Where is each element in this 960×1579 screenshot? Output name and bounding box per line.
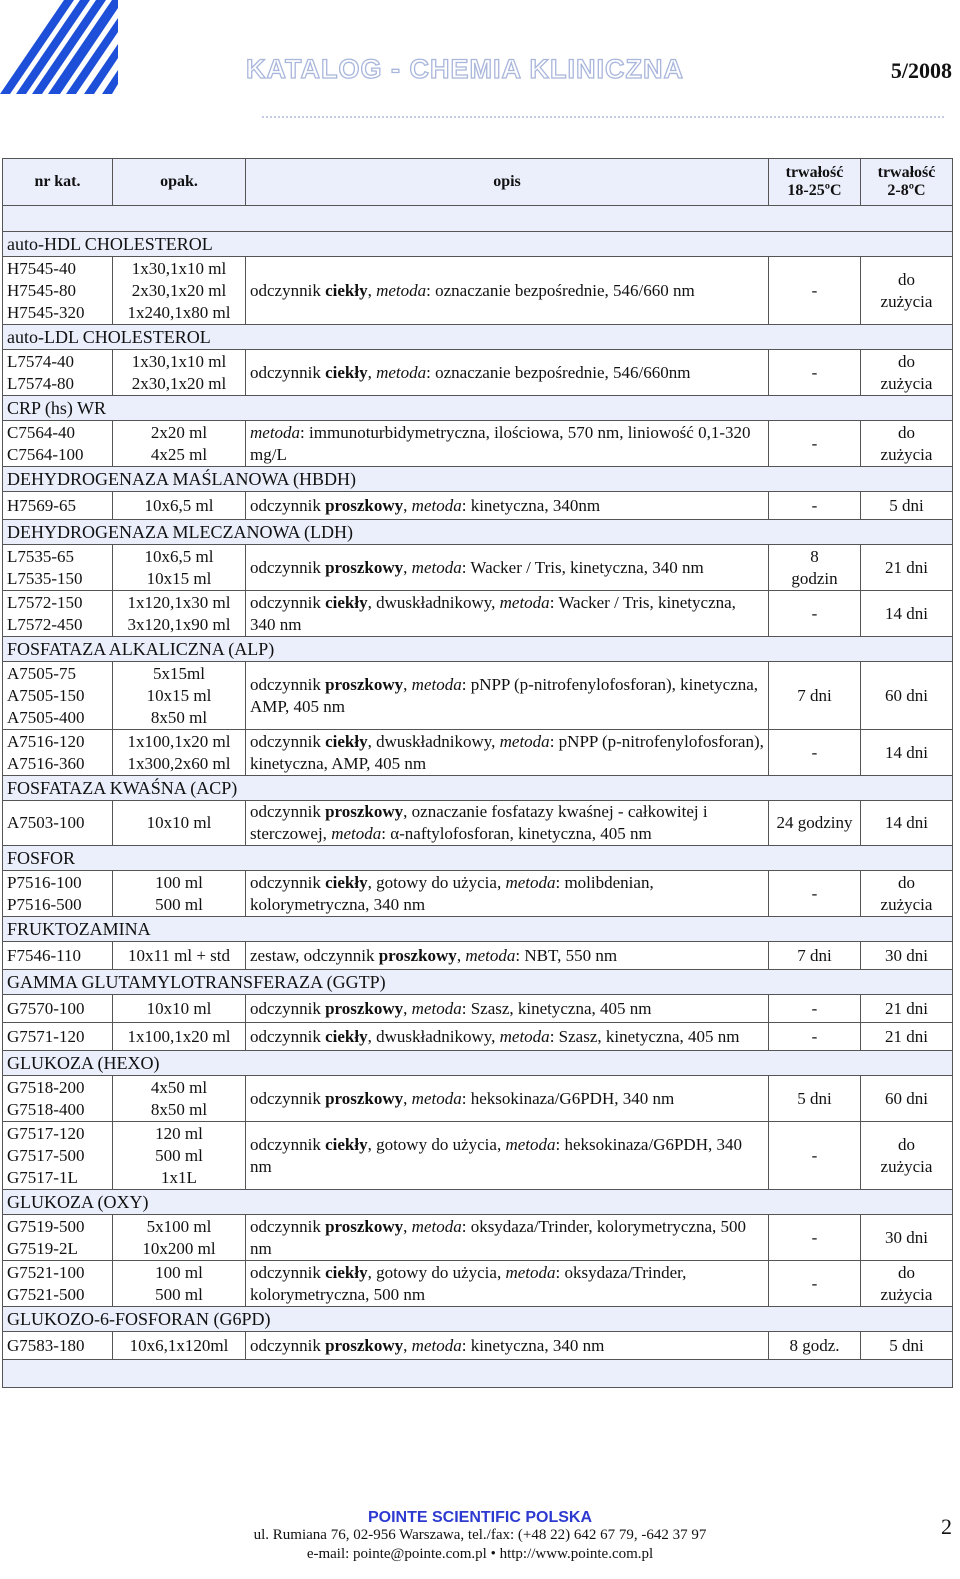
- product-code: H7569-65: [3, 492, 113, 520]
- product-code: G7521-100 G7521-500: [3, 1261, 113, 1307]
- issue-number: 5/2008: [890, 58, 952, 83]
- stability-fridge: do zużycia: [861, 350, 953, 396]
- product-code: G7518-200 G7518-400: [3, 1076, 113, 1122]
- section-row: [3, 1190, 953, 1215]
- product-description: odczynnik proszkowy, metoda: oksydaza/Trinder, kolorymetryczna, 500 nm: [246, 1215, 769, 1261]
- stability-fridge: 30 dni: [861, 1215, 953, 1261]
- product-code: G7519-500 G7519-2L: [3, 1215, 113, 1261]
- stability-fridge: do zużycia: [861, 421, 953, 467]
- table-row: [3, 1023, 953, 1051]
- section-title: DEHYDROGENAZA MAŚLANOWA (HBDH): [3, 467, 953, 492]
- section-title: GAMMA GLUTAMYLOTRANSFERAZA (GGTP): [3, 970, 953, 995]
- package-size: 120 ml 500 ml 1x1L: [113, 1122, 246, 1190]
- header-room-stability: trwałość 18-25ºC: [769, 159, 861, 206]
- stability-room-temp: -: [769, 1215, 861, 1261]
- product-description: odczynnik proszkowy, metoda: Szasz, kinetyczna, 405 nm: [246, 995, 769, 1023]
- product-description: odczynnik ciekły, dwuskładnikowy, metoda: Wacker / Tris, kinetyczna, 340 nm: [246, 591, 769, 637]
- stability-room-temp: 8 godzin: [769, 545, 861, 591]
- stability-room-temp: 24 godziny: [769, 801, 861, 846]
- table-row: [3, 871, 953, 917]
- stability-room-temp: -: [769, 995, 861, 1023]
- section-row: [3, 776, 953, 801]
- product-description: odczynnik proszkowy, metoda: kinetyczna, 340 nm: [246, 1332, 769, 1360]
- package-size: 2x20 ml 4x25 ml: [113, 421, 246, 467]
- product-code: A7516-120 A7516-360: [3, 730, 113, 776]
- product-description: odczynnik proszkowy, oznaczanie fosfatazy kwaśnej - całkowitej i sterczowej, metoda: α-naftylofosforan, kinetyczna, 405 nm: [246, 801, 769, 846]
- product-code: C7564-40 C7564-100: [3, 421, 113, 467]
- product-description: zestaw, odczynnik proszkowy, metoda: NBT, 550 nm: [246, 942, 769, 970]
- package-size: 100 ml 500 ml: [113, 871, 246, 917]
- stability-room-temp: -: [769, 871, 861, 917]
- product-code: A7503-100: [3, 801, 113, 846]
- stability-fridge: 60 dni: [861, 662, 953, 730]
- section-row: [3, 467, 953, 492]
- package-size: 5x100 ml 10x200 ml: [113, 1215, 246, 1261]
- section-title: GLUKOZA (OXY): [3, 1190, 953, 1215]
- section-title: FOSFATAZA ALKALICZNA (ALP): [3, 637, 953, 662]
- stability-room-temp: 7 dni: [769, 662, 861, 730]
- section-row: [3, 325, 953, 350]
- product-description: odczynnik ciekły, metoda: oznaczanie bezpośrednie, 546/660nm: [246, 350, 769, 396]
- header-code: nr kat.: [3, 159, 113, 206]
- table-row: [3, 545, 953, 591]
- stability-fridge: 21 dni: [861, 995, 953, 1023]
- table-row: [3, 1076, 953, 1122]
- product-description: odczynnik ciekły, dwuskładnikowy, metoda: Szasz, kinetyczna, 405 nm: [246, 1023, 769, 1051]
- package-size: 1x100,1x20 ml: [113, 1023, 246, 1051]
- product-code: L7572-150 L7572-450: [3, 591, 113, 637]
- stability-room-temp: -: [769, 591, 861, 637]
- header-desc: opis: [246, 159, 769, 206]
- product-code: G7570-100: [3, 995, 113, 1023]
- product-description: odczynnik proszkowy, metoda: kinetyczna, 340nm: [246, 492, 769, 520]
- product-description: metoda: immunoturbidymetryczna, ilościowa, 570 nm, liniowość 0,1-320 mg/L: [246, 421, 769, 467]
- stability-fridge: 5 dni: [861, 492, 953, 520]
- table-row: [3, 257, 953, 325]
- section-row: [3, 232, 953, 257]
- table-row: [3, 995, 953, 1023]
- stability-room-temp: -: [769, 492, 861, 520]
- stability-room-temp: -: [769, 421, 861, 467]
- stability-fridge: 30 dni: [861, 942, 953, 970]
- product-code: A7505-75 A7505-150 A7505-400: [3, 662, 113, 730]
- stability-fridge: do zużycia: [861, 257, 953, 325]
- product-code: L7574-40 L7574-80: [3, 350, 113, 396]
- section-row: [3, 846, 953, 871]
- table-row: [3, 942, 953, 970]
- product-code: G7583-180: [3, 1332, 113, 1360]
- section-title: auto-HDL CHOLESTEROL: [3, 232, 953, 257]
- table-row: [3, 662, 953, 730]
- product-code: H7545-40 H7545-80 H7545-320: [3, 257, 113, 325]
- package-size: 1x30,1x10 ml 2x30,1x20 ml 1x240,1x80 ml: [113, 257, 246, 325]
- section-title: GLUKOZO-6-FOSFORAN (G6PD): [3, 1307, 953, 1332]
- package-size: 10x6,1x120ml: [113, 1332, 246, 1360]
- product-description: odczynnik proszkowy, metoda: Wacker / Tris, kinetyczna, 340 nm: [246, 545, 769, 591]
- section-title: auto-LDL CHOLESTEROL: [3, 325, 953, 350]
- package-size: 1x120,1x30 ml 3x120,1x90 ml: [113, 591, 246, 637]
- package-size: 10x6,5 ml 10x15 ml: [113, 545, 246, 591]
- section-title: GLUKOZA (HEXO): [3, 1051, 953, 1076]
- footer-contact: e-mail: pointe@pointe.com.pl • http://www.pointe.com.pl: [306, 1546, 654, 1562]
- package-size: 1x30,1x10 ml 2x30,1x20 ml: [113, 350, 246, 396]
- section-row: [3, 637, 953, 662]
- table-row: [3, 1215, 953, 1261]
- product-code: F7546-110: [3, 942, 113, 970]
- table-row: [3, 591, 953, 637]
- stability-room-temp: 5 dni: [769, 1076, 861, 1122]
- package-size: 10x10 ml: [113, 995, 246, 1023]
- footer-company: POINTE SCIENTIFIC POLSKA: [367, 1509, 592, 1526]
- stability-room-temp: -: [769, 1023, 861, 1051]
- product-description: odczynnik ciekły, metoda: oznaczanie bezpośrednie, 546/660 nm: [246, 257, 769, 325]
- table-row: [3, 801, 953, 846]
- page-header: [0, 0, 960, 120]
- stability-room-temp: -: [769, 730, 861, 776]
- header-fridge-stability: trwałość 2-8ºC: [861, 159, 953, 206]
- product-description: odczynnik proszkowy, metoda: heksokinaza/G6PDH, 340 nm: [246, 1076, 769, 1122]
- section-row: [3, 1051, 953, 1076]
- stability-room-temp: 8 godz.: [769, 1332, 861, 1360]
- package-size: 1x100,1x20 ml 1x300,2x60 ml: [113, 730, 246, 776]
- product-description: odczynnik ciekły, gotowy do użycia, metoda: molibdenian, kolorymetryczna, 340 nm: [246, 871, 769, 917]
- product-code: G7571-120: [3, 1023, 113, 1051]
- header-divider: [262, 116, 944, 118]
- section-title: FOSFOR: [3, 846, 953, 871]
- table-header-row: [3, 159, 953, 206]
- product-code: G7517-120 G7517-500 G7517-1L: [3, 1122, 113, 1190]
- section-title: FRUKTOZAMINA: [3, 917, 953, 942]
- product-description: odczynnik ciekły, gotowy do użycia, metoda: heksokinaza/G6PDH, 340 nm: [246, 1122, 769, 1190]
- section-row: [3, 917, 953, 942]
- section-row: [3, 520, 953, 545]
- product-code: L7535-65 L7535-150: [3, 545, 113, 591]
- section-title: CRP (hs) WR: [3, 396, 953, 421]
- table-row: [3, 1122, 953, 1190]
- stability-room-temp: -: [769, 1122, 861, 1190]
- product-description: odczynnik proszkowy, metoda: pNPP (p-nitrofenylofosforan), kinetyczna, AMP, 405 nm: [246, 662, 769, 730]
- stability-fridge: 14 dni: [861, 801, 953, 846]
- table-row: [3, 421, 953, 467]
- stability-fridge: do zużycia: [861, 871, 953, 917]
- spacer-row-bottom: [3, 1360, 953, 1388]
- catalog-title: KATALOG - CHEMIA KLINICZNA: [246, 54, 684, 84]
- package-size: 10x11 ml + std: [113, 942, 246, 970]
- header-pack: opak.: [113, 159, 246, 206]
- table-row: [3, 1261, 953, 1307]
- package-size: 10x10 ml: [113, 801, 246, 846]
- stability-room-temp: -: [769, 1261, 861, 1307]
- section-title: DEHYDROGENAZA MLECZANOWA (LDH): [3, 520, 953, 545]
- stability-room-temp: -: [769, 257, 861, 325]
- table-row: [3, 350, 953, 396]
- company-logo-icon: [0, 0, 120, 96]
- package-size: 100 ml 500 ml: [113, 1261, 246, 1307]
- table-row: [3, 730, 953, 776]
- stability-room-temp: 7 dni: [769, 942, 861, 970]
- section-title: FOSFATAZA KWAŚNA (ACP): [3, 776, 953, 801]
- product-description: odczynnik ciekły, gotowy do użycia, metoda: oksydaza/Trinder, kolorymetryczna, 500 nm: [246, 1261, 769, 1307]
- section-row: [3, 970, 953, 995]
- page-number: 2: [941, 1514, 952, 1539]
- package-size: 4x50 ml 8x50 ml: [113, 1076, 246, 1122]
- section-row: [3, 396, 953, 421]
- section-row: [3, 1307, 953, 1332]
- stability-fridge: 14 dni: [861, 591, 953, 637]
- stability-fridge: 5 dni: [861, 1332, 953, 1360]
- product-code: P7516-100 P7516-500: [3, 871, 113, 917]
- product-description: odczynnik ciekły, dwuskładnikowy, metoda: pNPP (p-nitrofenylofosforan), kinetyczna, AMP, 405 nm: [246, 730, 769, 776]
- stability-fridge: 21 dni: [861, 1023, 953, 1051]
- spacer-row: [3, 206, 953, 232]
- stability-fridge: 14 dni: [861, 730, 953, 776]
- footer-address: ul. Rumiana 76, 02-956 Warszawa, tel./fax: (+48 22) 642 67 79, -642 37 97: [253, 1527, 707, 1543]
- table-row: [3, 492, 953, 520]
- package-size: 10x6,5 ml: [113, 492, 246, 520]
- catalog-table: [2, 158, 953, 1388]
- table-row: [3, 1332, 953, 1360]
- stability-fridge: do zużycia: [861, 1122, 953, 1190]
- stability-fridge: 21 dni: [861, 545, 953, 591]
- stability-fridge: 60 dni: [861, 1076, 953, 1122]
- stability-room-temp: -: [769, 350, 861, 396]
- stability-fridge: do zużycia: [861, 1261, 953, 1307]
- package-size: 5x15ml 10x15 ml 8x50 ml: [113, 662, 246, 730]
